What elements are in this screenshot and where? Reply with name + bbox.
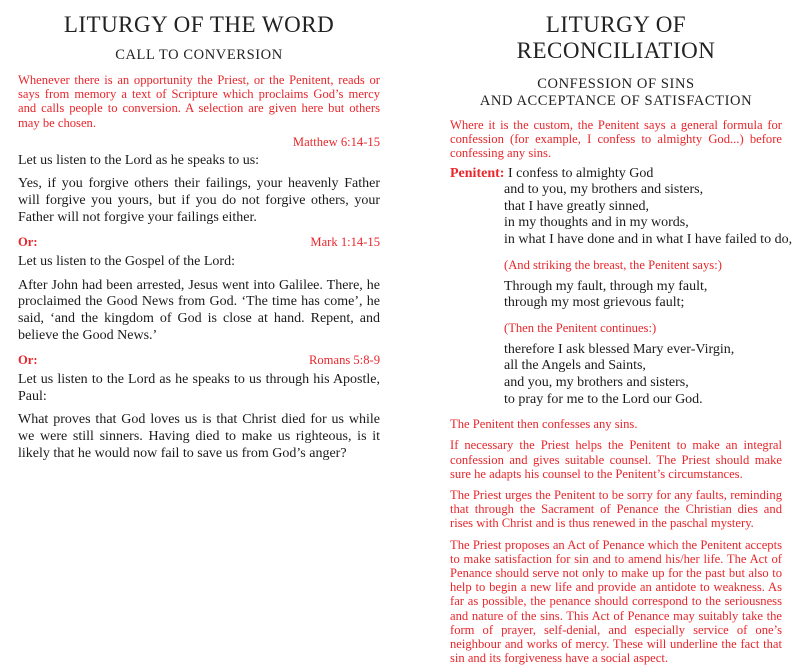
- confiteor-line-text: I confess to almighty God: [507, 165, 654, 181]
- confiteor-line: through my most grievous fault;: [504, 295, 685, 311]
- reading-1-text: Yes, if you forgive others their failings, your heavenly Father will forgive you yours, but if you do not forgive others, your Father will not forgive your failings either.: [18, 176, 380, 225]
- right-page-subtitle-1: CONFESSION OF SINS: [537, 76, 695, 92]
- rubric-sorrow: The Priest urges the Penitent to be sorry for any faults, reminding that through the Sacrament of Penance the Christian dies and rises with Christ and is thus renewed in the paschal mystery.: [450, 487, 782, 531]
- confession-intro-rubric: Where it is the custom, the Penitent says a general formula for confession (for example, I confess to almighty God...) before confessing any sins.: [450, 118, 782, 161]
- confiteor-line: all the Angels and Saints,: [504, 358, 646, 374]
- left-page: [0, 0, 400, 664]
- reading-2-ref-line: [18, 235, 380, 249]
- rubric-striking-breast: (And striking the breast, the Penitent says:): [504, 257, 722, 272]
- rubric-act-of-penance: The Priest proposes an Act of Penance which the Penitent accepts to make satisfaction for sin and to amend his/her life. The Act of Penance should serve not only to make up for the past but also to help to begin a new life and provide an antidote to weakness. As far as possible, the penance should correspond to the seriousness and nature of the sins. This Act of Penance may suitably take the form of prayer, self-denial, and especially service of one’s neighbour and works of mercy. These will underline the fact that sin and its forgiveness have a social aspect.: [450, 537, 782, 665]
- reading-1-ref-line: [18, 135, 380, 149]
- reading-2-intro: Let us listen to the Gospel of the Lord:: [18, 254, 235, 270]
- confiteor-part-1: [450, 165, 793, 249]
- penitent-label: Penitent:: [450, 165, 505, 181]
- rubric-confesses-sins: The Penitent then confesses any sins.: [450, 417, 638, 432]
- reading-2-reference: Mark 1:14-15: [310, 235, 380, 250]
- reading-3-text: What proves that God loves us is that Christ died for us while we were still sinners. Having died to make us righteous, is it likely that he would now fail to save us from God’s anger?: [18, 412, 380, 461]
- right-page-title: LITURGY OF RECONCILIATION: [516, 12, 716, 63]
- right-page: [400, 0, 800, 664]
- reading-3-ref-line: [18, 353, 380, 367]
- right-page-subtitle-2: AND ACCEPTANCE OF SATISFACTION: [479, 93, 753, 109]
- confiteor-line: [450, 166, 782, 183]
- reading-3-intro: Let us listen to the Lord as he speaks to us through his Apostle, Paul:: [18, 372, 380, 404]
- confiteor-line: in my thoughts and in my words,: [504, 215, 689, 231]
- confiteor-line: in what I have done and in what I have failed to do,: [504, 231, 793, 247]
- reading-3-reference: Romans 5:8-9: [308, 353, 380, 368]
- confiteor-part-2: [450, 279, 782, 312]
- confiteor-line: therefore I ask blessed Mary ever-Virgin,: [504, 341, 735, 357]
- left-page-subtitle: CALL TO CONVERSION: [115, 47, 283, 63]
- intro-rubric: Whenever there is an opportunity the Priest, or the Penitent, reads or says from memory a text of Scripture which proclaims God’s mercy and calls people to conversion. A selection are given here but others may be chosen.: [18, 73, 380, 130]
- confiteor-part-3: [450, 342, 782, 408]
- confiteor-line: and you, my brothers and sisters,: [504, 374, 689, 390]
- confiteor-line: that I have greatly sinned,: [504, 198, 650, 214]
- reading-1-reference: Matthew 6:14-15: [292, 134, 380, 149]
- left-page-title: LITURGY OF THE WORD: [63, 12, 335, 37]
- reading-2-or: Or:: [18, 235, 38, 250]
- reading-3-or: Or:: [18, 353, 38, 368]
- confiteor-line: Through my fault, through my fault,: [504, 278, 708, 294]
- rubric-counsel: If necessary the Priest helps the Penitent to make an integral confession and gives suitable counsel. The Priest should make sure he adapts his counsel to the Penitent’s circumstances.: [450, 438, 782, 481]
- confiteor-line: to pray for me to the Lord our God.: [504, 391, 703, 407]
- confiteor-line: and to you, my brothers and sisters,: [504, 182, 704, 198]
- rubric-penitent-continues: (Then the Penitent continues:): [504, 320, 657, 335]
- reading-2-text: After John had been arrested, Jesus went into Galilee. There, he proclaimed the Good News from God. ‘The time has come’, he said, ‘and the kingdom of God is close at hand. Repent, and believe the Good News.’: [18, 277, 380, 343]
- reading-1-intro: Let us listen to the Lord as he speaks to us:: [18, 152, 260, 168]
